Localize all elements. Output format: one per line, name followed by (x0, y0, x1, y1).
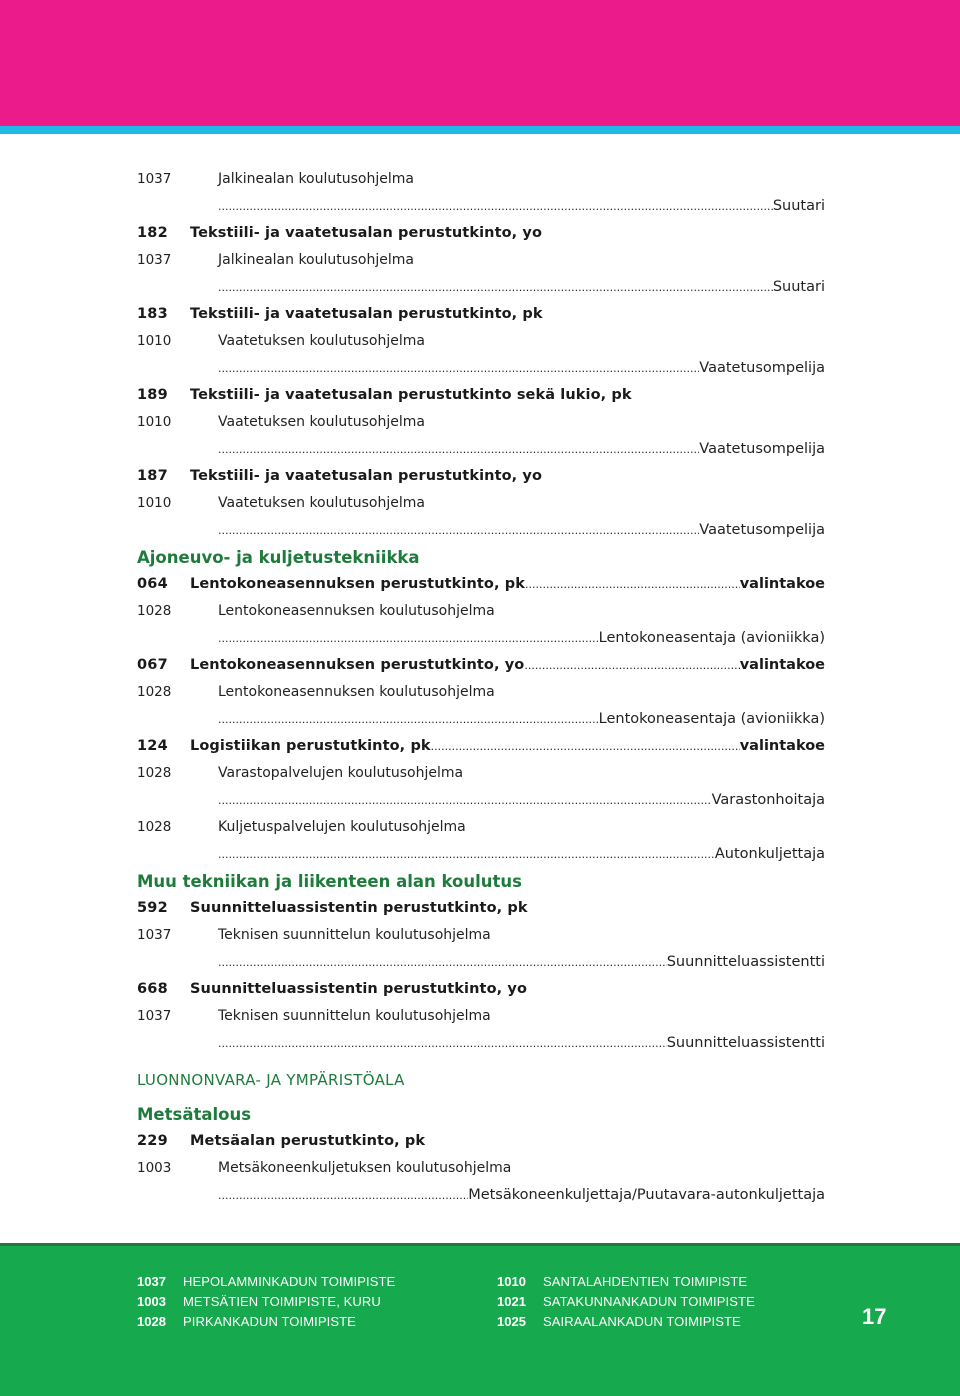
programme-name: Varastopalvelujen koulutusohjelma (218, 765, 464, 781)
top-magenta-band (0, 0, 960, 126)
legend-row (497, 1272, 755, 1292)
dot-leader (525, 571, 740, 598)
programme-name: Lentokoneasennuksen koulutusohjelma (218, 603, 495, 619)
list-item (137, 598, 825, 625)
location-name: SATAKUNNANKADUN TOIMIPISTE (543, 1294, 755, 1309)
qualification-name: Logistiikan perustutkinto, pk (190, 738, 431, 754)
leader-line (137, 949, 825, 976)
programme-name: Jalkinealan koulutusohjelma (218, 171, 414, 187)
list-item (137, 382, 825, 409)
list-item (137, 166, 825, 193)
location-code: 1021 (497, 1294, 526, 1309)
programme-name: Lentokoneasennuksen koulutusohjelma (218, 684, 495, 700)
location-name: SAIRAALANKADUN TOIMIPISTE (543, 1314, 741, 1329)
dot-leader (218, 436, 699, 463)
dot-leader (218, 274, 773, 301)
list-item (137, 571, 825, 598)
admission-note: valintakoe (739, 576, 825, 592)
unit-code: 1028 (137, 765, 172, 781)
dot-leader (218, 706, 599, 733)
dot-leader (218, 1030, 667, 1057)
legend-row (497, 1292, 755, 1312)
dot-leader (218, 1182, 468, 1209)
leader-line (137, 436, 825, 463)
unit-code: 1010 (137, 414, 172, 430)
occupation-title: Suunnitteluassistentti (666, 1035, 825, 1051)
list-item (137, 328, 825, 355)
qualification-code: 182 (137, 225, 168, 241)
programme-name: Kuljetuspalvelujen koulutusohjelma (218, 819, 466, 835)
leader-line (137, 625, 825, 652)
qualification-name: Metsäalan perustutkinto, pk (190, 1133, 426, 1149)
qualification-code: 668 (137, 981, 168, 997)
occupation-title: Vaatetusompelija (699, 360, 825, 376)
qualification-name: Suunnitteluassistentin perustutkinto, yo (190, 981, 528, 997)
qualification-name: Lentokoneasennuksen perustutkinto, yo (190, 657, 525, 673)
list-item (137, 679, 825, 706)
unit-code: 1037 (137, 252, 172, 268)
list-item (137, 922, 825, 949)
list-item (137, 220, 825, 247)
dot-leader (218, 787, 712, 814)
leader-line (137, 1030, 825, 1057)
programme-name: Vaatetuksen koulutusohjelma (218, 414, 425, 430)
location-code: 1025 (497, 1314, 526, 1329)
section-heading: Ajoneuvo- ja kuljetustekniikka (137, 548, 420, 567)
unit-code: 1028 (137, 819, 172, 835)
programme-name: Teknisen suunnittelun koulutusohjelma (218, 1008, 491, 1024)
programme-name: Vaatetuksen koulutusohjelma (218, 495, 425, 511)
occupation-title: Vaatetusompelija (699, 441, 825, 457)
list-item (137, 463, 825, 490)
qualification-code: 229 (137, 1133, 168, 1149)
unit-code: 1003 (137, 1160, 172, 1176)
location-legend-left (137, 1272, 395, 1332)
occupation-title: Lentokoneasentaja (avioniikka) (598, 711, 825, 727)
qualification-name: Tekstiili- ja vaatetusalan perustutkinto sekä lukio, pk (190, 387, 632, 403)
qualification-code: 067 (137, 657, 168, 673)
programme-name: Metsäkoneenkuljetuksen koulutusohjelma (218, 1160, 512, 1176)
leader-line (137, 274, 825, 301)
location-name: METSÄTIEN TOIMIPISTE, KURU (183, 1294, 381, 1309)
unit-code: 1010 (137, 495, 172, 511)
location-name: HEPOLAMMINKADUN TOIMIPISTE (183, 1274, 396, 1289)
field-heading: LUONNONVARA- JA YMPÄRISTÖALA (137, 1071, 405, 1089)
unit-code: 1010 (137, 333, 172, 349)
qualification-name: Tekstiili- ja vaatetusalan perustutkinto, yo (190, 468, 543, 484)
qualification-code: 064 (137, 576, 168, 592)
list-item (137, 733, 825, 760)
list-item (137, 409, 825, 436)
list-item (137, 652, 825, 679)
leader-line (137, 355, 825, 382)
leader-line (137, 193, 825, 220)
occupation-title: Metsäkoneenkuljettaja/Puutavara-autonkuljettaja (468, 1187, 825, 1203)
occupation-title: Suunnitteluassistentti (666, 954, 825, 970)
list-item (137, 1155, 825, 1182)
occupation-title: Vaatetusompelija (699, 522, 825, 538)
location-code: 1028 (137, 1314, 166, 1329)
list-item (137, 247, 825, 274)
location-code: 1037 (137, 1274, 166, 1289)
qualification-code: 592 (137, 900, 168, 916)
programme-name: Jalkinealan koulutusohjelma (218, 252, 414, 268)
dot-leader (218, 193, 773, 220)
admission-note: valintakoe (739, 738, 825, 754)
qualification-code: 124 (137, 738, 168, 754)
dot-leader (218, 841, 715, 868)
legend-row (137, 1292, 395, 1312)
dot-leader (218, 625, 599, 652)
list-item (137, 976, 825, 1003)
leader-line (137, 787, 825, 814)
programme-list (137, 166, 825, 1209)
list-item (137, 895, 825, 922)
list-item (137, 1003, 825, 1030)
occupation-title: Suutari (772, 279, 825, 295)
qualification-code: 189 (137, 387, 168, 403)
legend-row (137, 1312, 395, 1332)
qualification-code: 183 (137, 306, 168, 322)
location-name: SANTALAHDENTIEN TOIMIPISTE (543, 1274, 748, 1289)
programme-name: Teknisen suunnittelun koulutusohjelma (218, 927, 491, 943)
unit-code: 1028 (137, 603, 172, 619)
legend-row (497, 1312, 755, 1332)
qualification-name: Suunnitteluassistentin perustutkinto, pk (190, 900, 528, 916)
section-heading: Metsätalous (137, 1105, 252, 1124)
location-code: 1010 (497, 1274, 526, 1289)
location-legend-right (497, 1272, 755, 1332)
occupation-title: Autonkuljettaja (714, 846, 825, 862)
section-heading: Muu tekniikan ja liikenteen alan koulutus (137, 872, 522, 891)
dot-leader (218, 355, 699, 382)
leader-line (137, 1182, 825, 1209)
list-item (137, 301, 825, 328)
dot-leader (524, 652, 739, 679)
occupation-title: Varastonhoitaja (711, 792, 825, 808)
unit-code: 1037 (137, 171, 172, 187)
qualification-name: Tekstiili- ja vaatetusalan perustutkinto, pk (190, 306, 543, 322)
location-name: PIRKANKADUN TOIMIPISTE (183, 1314, 356, 1329)
leader-line (137, 517, 825, 544)
list-item (137, 814, 825, 841)
qualification-name: Tekstiili- ja vaatetusalan perustutkinto, yo (190, 225, 543, 241)
unit-code: 1028 (137, 684, 172, 700)
list-item (137, 760, 825, 787)
footer-rule (0, 1243, 960, 1246)
dot-leader (218, 517, 699, 544)
page-number: 17 (862, 1304, 887, 1329)
location-code: 1003 (137, 1294, 166, 1309)
occupation-title: Suutari (772, 198, 825, 214)
leader-line (137, 841, 825, 868)
dot-leader (218, 949, 667, 976)
unit-code: 1037 (137, 1008, 172, 1024)
leader-line (137, 706, 825, 733)
unit-code: 1037 (137, 927, 172, 943)
programme-name: Vaatetuksen koulutusohjelma (218, 333, 425, 349)
legend-row (137, 1272, 395, 1292)
qualification-code: 187 (137, 468, 168, 484)
list-item (137, 1128, 825, 1155)
list-item (137, 490, 825, 517)
top-cyan-rule (0, 126, 960, 134)
occupation-title: Lentokoneasentaja (avioniikka) (598, 630, 825, 646)
qualification-name: Lentokoneasennuksen perustutkinto, pk (190, 576, 525, 592)
admission-note: valintakoe (739, 657, 825, 673)
dot-leader (431, 733, 740, 760)
